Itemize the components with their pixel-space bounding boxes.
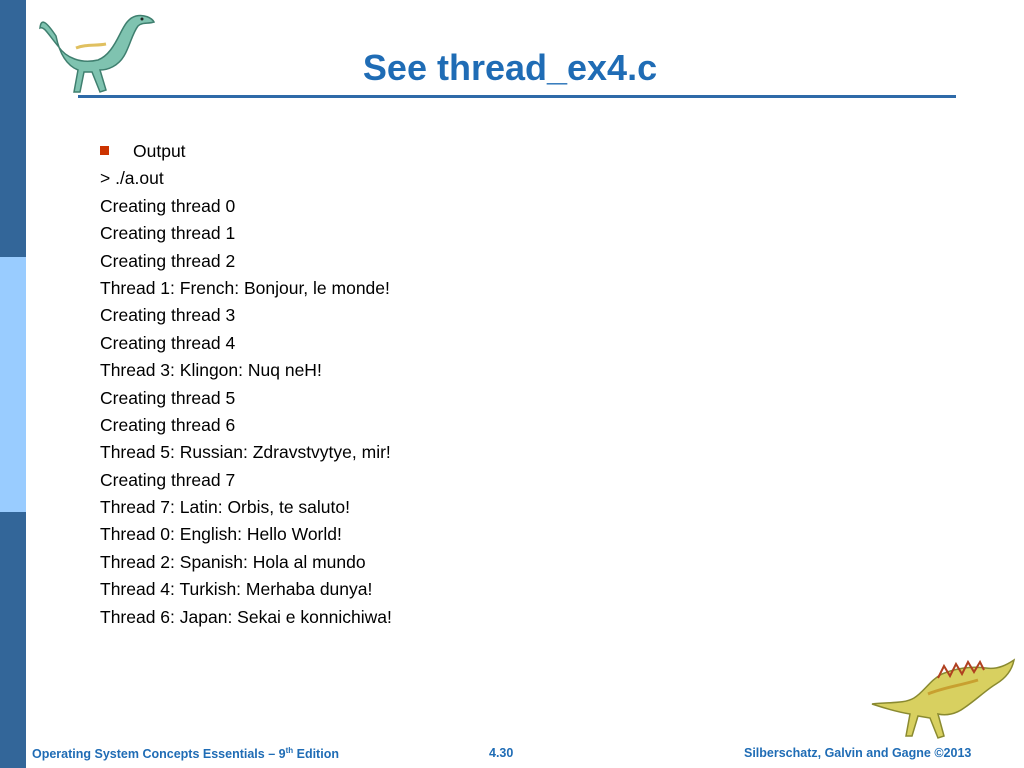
output-line: Thread 1: French: Bonjour, le monde! [100,277,390,298]
footer-book-title [32,746,339,761]
sidebar-dark-top [0,0,26,257]
sidebar-light-middle [0,257,26,512]
bullet-label: Output [133,141,186,161]
sidebar-dark-bottom [0,512,26,768]
title-underline [78,95,956,98]
output-line: Creating thread 1 [100,223,236,244]
output-line: Thread 2: Spanish: Hola al mundo [100,551,366,572]
output-line: Thread 0: English: Hello World! [100,524,342,545]
output-line: > ./a.out [100,168,164,189]
dinosaur-logo-icon [36,6,158,96]
output-line: Thread 5: Russian: Zdravstvytye, mir! [100,442,391,463]
page-title: See thread_ex4.c [362,47,658,88]
output-line: Thread 4: Turkish: Merhaba dunya! [100,579,373,600]
square-bullet-icon [100,146,109,155]
output-line: Creating thread 6 [100,414,236,435]
output-line: Creating thread 5 [100,387,236,408]
output-line: Thread 6: Japan: Sekai e konnichiwa! [100,606,392,627]
footer-page-number: 4.30 [489,746,514,760]
left-sidebar [0,0,26,768]
output-line: Thread 7: Latin: Orbis, te saluto! [100,497,350,518]
output-line: Creating thread 3 [100,305,236,326]
dinosaur-footer-icon [868,658,1018,740]
footer-copyright: Silberschatz, Galvin and Gagne ©2013 [744,746,972,760]
output-line: Creating thread 0 [100,195,236,216]
footer-superscript: th [285,746,294,755]
bullet-item [100,138,392,165]
footer-edition-text: Edition [293,747,339,762]
slide-content [100,138,392,631]
output-line: Creating thread 7 [100,469,236,490]
output-line: Creating thread 2 [100,250,236,271]
footer-book-text: Operating System Concepts Essentials – 9 [32,747,286,762]
output-line: Creating thread 4 [100,332,236,353]
output-line: Thread 3: Klingon: Nuq neH! [100,360,322,381]
